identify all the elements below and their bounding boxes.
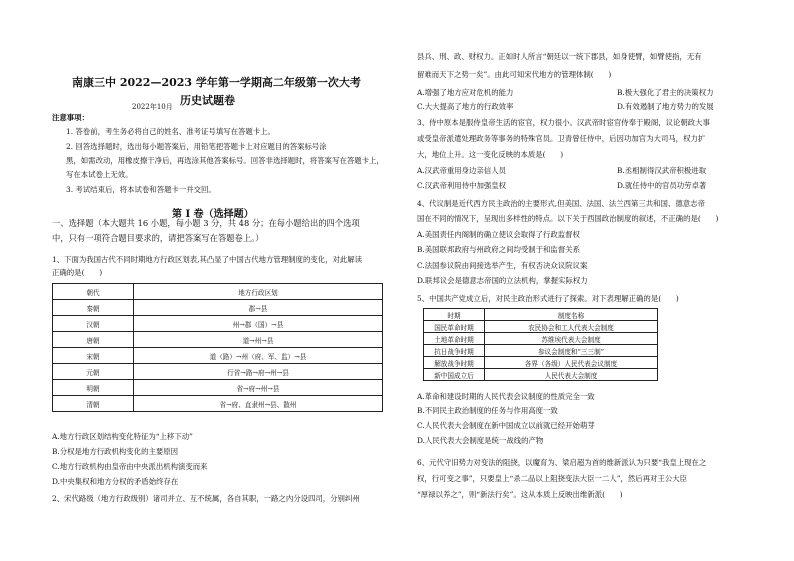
- note-line: 3. 考试结束后，将本试卷和答题卡一并交回。: [66, 185, 216, 194]
- q5-option: D.人民代表大会制度是统一战线的产物: [417, 436, 544, 445]
- q2-option: D.有效遏制了地方势力的发展: [617, 102, 714, 111]
- q5-option: C.人民代表大会制度在新中国成立以前就已经开始萌芽: [417, 421, 595, 430]
- right-column: [417, 0, 762, 561]
- table-cell: 清朝: [53, 396, 134, 412]
- q3-stem: 或受皇帝派遣处理政务等事务的特殊官员。卫青曾任侍中，后因功加官为大司马，权力扩: [417, 134, 706, 143]
- table-cell: 苏维埃代表大会制度: [485, 333, 658, 345]
- note-line: 写在本试卷上无效。: [66, 170, 133, 179]
- section-heading: 第 I 卷（选择题）: [172, 209, 254, 220]
- section-intro: 一、选择题（本大题共 16 小题，每小题 3 分，共 48 分；在每小题给出的四个选项: [52, 218, 360, 228]
- table-row: [424, 357, 658, 369]
- table-cell: 明朝: [53, 380, 134, 396]
- q5-table: [423, 308, 658, 381]
- table-row: [53, 396, 383, 412]
- table-cell: 行省→路→府→州→县: [134, 364, 383, 380]
- q3-option: D.就任侍中的官员功劳卓著: [617, 181, 707, 190]
- q2-stem: 留难而天下之势一矣”。由此可知宋代地方的管理体制( ): [417, 70, 612, 79]
- q4-option: B.美国联邦政府与州政府之间均受制于和监督关系: [417, 245, 580, 254]
- q2-option: A.增强了地方应对危机的能力: [417, 88, 514, 97]
- q4-option: A.美国责任内阁制的确立使议会取得了行政监督权: [417, 230, 580, 239]
- table-cell: 土地革命时期: [424, 333, 485, 345]
- q5-option: A.革命和建设时期的人民代表会议制度的性质完全一致: [417, 392, 595, 401]
- table-cell: 郡→县: [134, 300, 383, 316]
- table-row: [53, 300, 383, 316]
- table-cell: 道（路）→州（府、军、监）→县: [134, 348, 383, 364]
- table-row: [53, 380, 383, 396]
- q1-option: D.中央集权和地方分权的矛盾始终存在: [52, 477, 179, 486]
- q3-stem: 3、侍中原本是服侍皇帝生活的宦官，权力很小。汉武帝时宦官侍奉于殿阁，议论朝政大事: [417, 118, 710, 127]
- table-row: [424, 345, 658, 357]
- table-row: [53, 364, 383, 380]
- table-cell: 宋朝: [53, 348, 134, 364]
- table-cell: 参议会制度和“三三制”: [485, 345, 658, 357]
- table-row: [424, 369, 658, 381]
- note-line: 黑，如需改动，用橡皮擦干净后，再选涂其他答案标号。回答非选择题时，将答案写在答题卡上，: [66, 156, 384, 165]
- exam-date: 2022年10月: [132, 103, 173, 111]
- table-row: [53, 332, 383, 348]
- q2-stem: 县兵、刑、政、财权力。正如时人所言“朝廷以一统下郡县，如身使臂，如臂使指，无有: [417, 52, 702, 61]
- notes-label: 注意事项：: [52, 113, 89, 122]
- q1-option: B.分权是地方行政机构变化的主要原因: [52, 447, 179, 456]
- exam-title: 南康三中 2022—2023 学年第一学期高二年级第一次大考: [72, 76, 361, 89]
- q2-option: B.极大强化了君主的决策权力: [617, 88, 714, 97]
- table-header: 地方行政区划: [134, 284, 383, 300]
- table-row: [53, 348, 383, 364]
- q2-option: C.大大提高了地方的行政效率: [417, 102, 514, 111]
- table-header-row: [53, 284, 383, 300]
- q1-option: C.地方行政机构由皇帝由中央派出机构演变而来: [52, 462, 208, 471]
- table-cell: 省→府→州→县: [134, 380, 383, 396]
- q4-stem: 国在不同的情况下，呈现出多样性的特点。以下关于西国政治制度的叙述，不正确的是( ): [417, 214, 719, 223]
- table-row: [53, 316, 383, 332]
- table-cell: 元朝: [53, 364, 134, 380]
- table-cell: 国民革命时期: [424, 321, 485, 333]
- q6-stem: 权，行可变之事”，只要皇上“杀二品以上阻挠变法大臣一二人”，然后再对王公大臣: [417, 474, 688, 483]
- table-header: 时期: [424, 309, 485, 321]
- q4-option: D.联邦议会是德意志帝国的立法机构，掌握实际权力: [417, 276, 588, 285]
- exam-subtitle: 历史试题卷: [180, 94, 235, 107]
- q2-stem: 2、宋代路级（地方行政级别）诸司并立、互不统属，各自其职，一路之内分设四司，分别纠州: [52, 494, 360, 503]
- q3-option: B.丞相制得汉武帝积极进取: [617, 166, 707, 175]
- q4-stem: 4、代议制是近代西方民主政治的主要形式,但美国、法国、法兰西第三共和国、德意志帝: [417, 199, 705, 208]
- table-cell: 农民协会和工人代表大会制度: [485, 321, 658, 333]
- table-cell: 道→州→县: [134, 332, 383, 348]
- table-cell: 人民代表大会制度: [485, 369, 658, 381]
- q3-option: C.汉武帝利用侍中加强皇权: [417, 181, 507, 190]
- table-cell: 各界（各级）人民代表会议制度: [485, 357, 658, 369]
- table-header: 制度名称: [485, 309, 658, 321]
- q6-stem: 6、元代守旧势力对变法的阻挠，以魔育为、梁启超为首的维新派认为只要“我皇上现在之: [417, 458, 707, 467]
- table-row: [424, 333, 658, 345]
- q3-stem: 大，地位上升。这一变化反映的本质是( ): [417, 150, 564, 159]
- q1-stem: 1、下面为我国古代不同时期地方行政区划表,其凸显了中国古代地方管理制度的变化，对此解读: [52, 255, 363, 264]
- q4-option: C.法国参议院由间接选举产生，有权否决众议院议案: [417, 261, 588, 270]
- table-header-row: [424, 309, 658, 321]
- table-cell: 汉朝: [53, 316, 134, 332]
- table-row: [424, 321, 658, 333]
- table-cell: 州→郡（国）→县: [134, 316, 383, 332]
- table-cell: 秦朝: [53, 300, 134, 316]
- table-cell: 解放战争时期: [424, 357, 485, 369]
- table-header: 朝代: [53, 284, 134, 300]
- table-cell: 新中国成立后: [424, 369, 485, 381]
- section-intro: 中，只有一项符合题目要求的，请把答案写在答题卷上。）: [52, 233, 264, 243]
- q5-option: B.不同民主政治制度的任务与作用高度一致: [417, 406, 558, 415]
- left-column: [52, 0, 397, 561]
- q5-stem: 5、中国共产党成立后，对民主政治形式进行了探索。对下表理解正确的是( ): [417, 294, 679, 303]
- table-cell: 抗日战争时期: [424, 345, 485, 357]
- table-cell: 唐朝: [53, 332, 134, 348]
- note-line: 1. 答卷前，考生务必将自己的姓名、准考证号填写在答题卡上。: [66, 127, 275, 136]
- q3-option: A.汉武帝重用身边亲信人员: [417, 166, 506, 175]
- note-line: 2. 回答选择题时，选出每小题答案后，用铅笔把答题卡上对应题目的答案标号涂: [66, 142, 327, 151]
- q1-stem: 正确的是( ): [52, 268, 103, 277]
- table-cell: 省→府、直隶州→县、散州: [134, 396, 383, 412]
- q6-stem: “厚禄以养之”，则“新法行矣”。这从本质上反映出维新派( ): [417, 490, 623, 499]
- q1-option: A.地方行政区划结构变化特征为“上移下动”: [52, 432, 193, 441]
- q1-table: [52, 283, 383, 412]
